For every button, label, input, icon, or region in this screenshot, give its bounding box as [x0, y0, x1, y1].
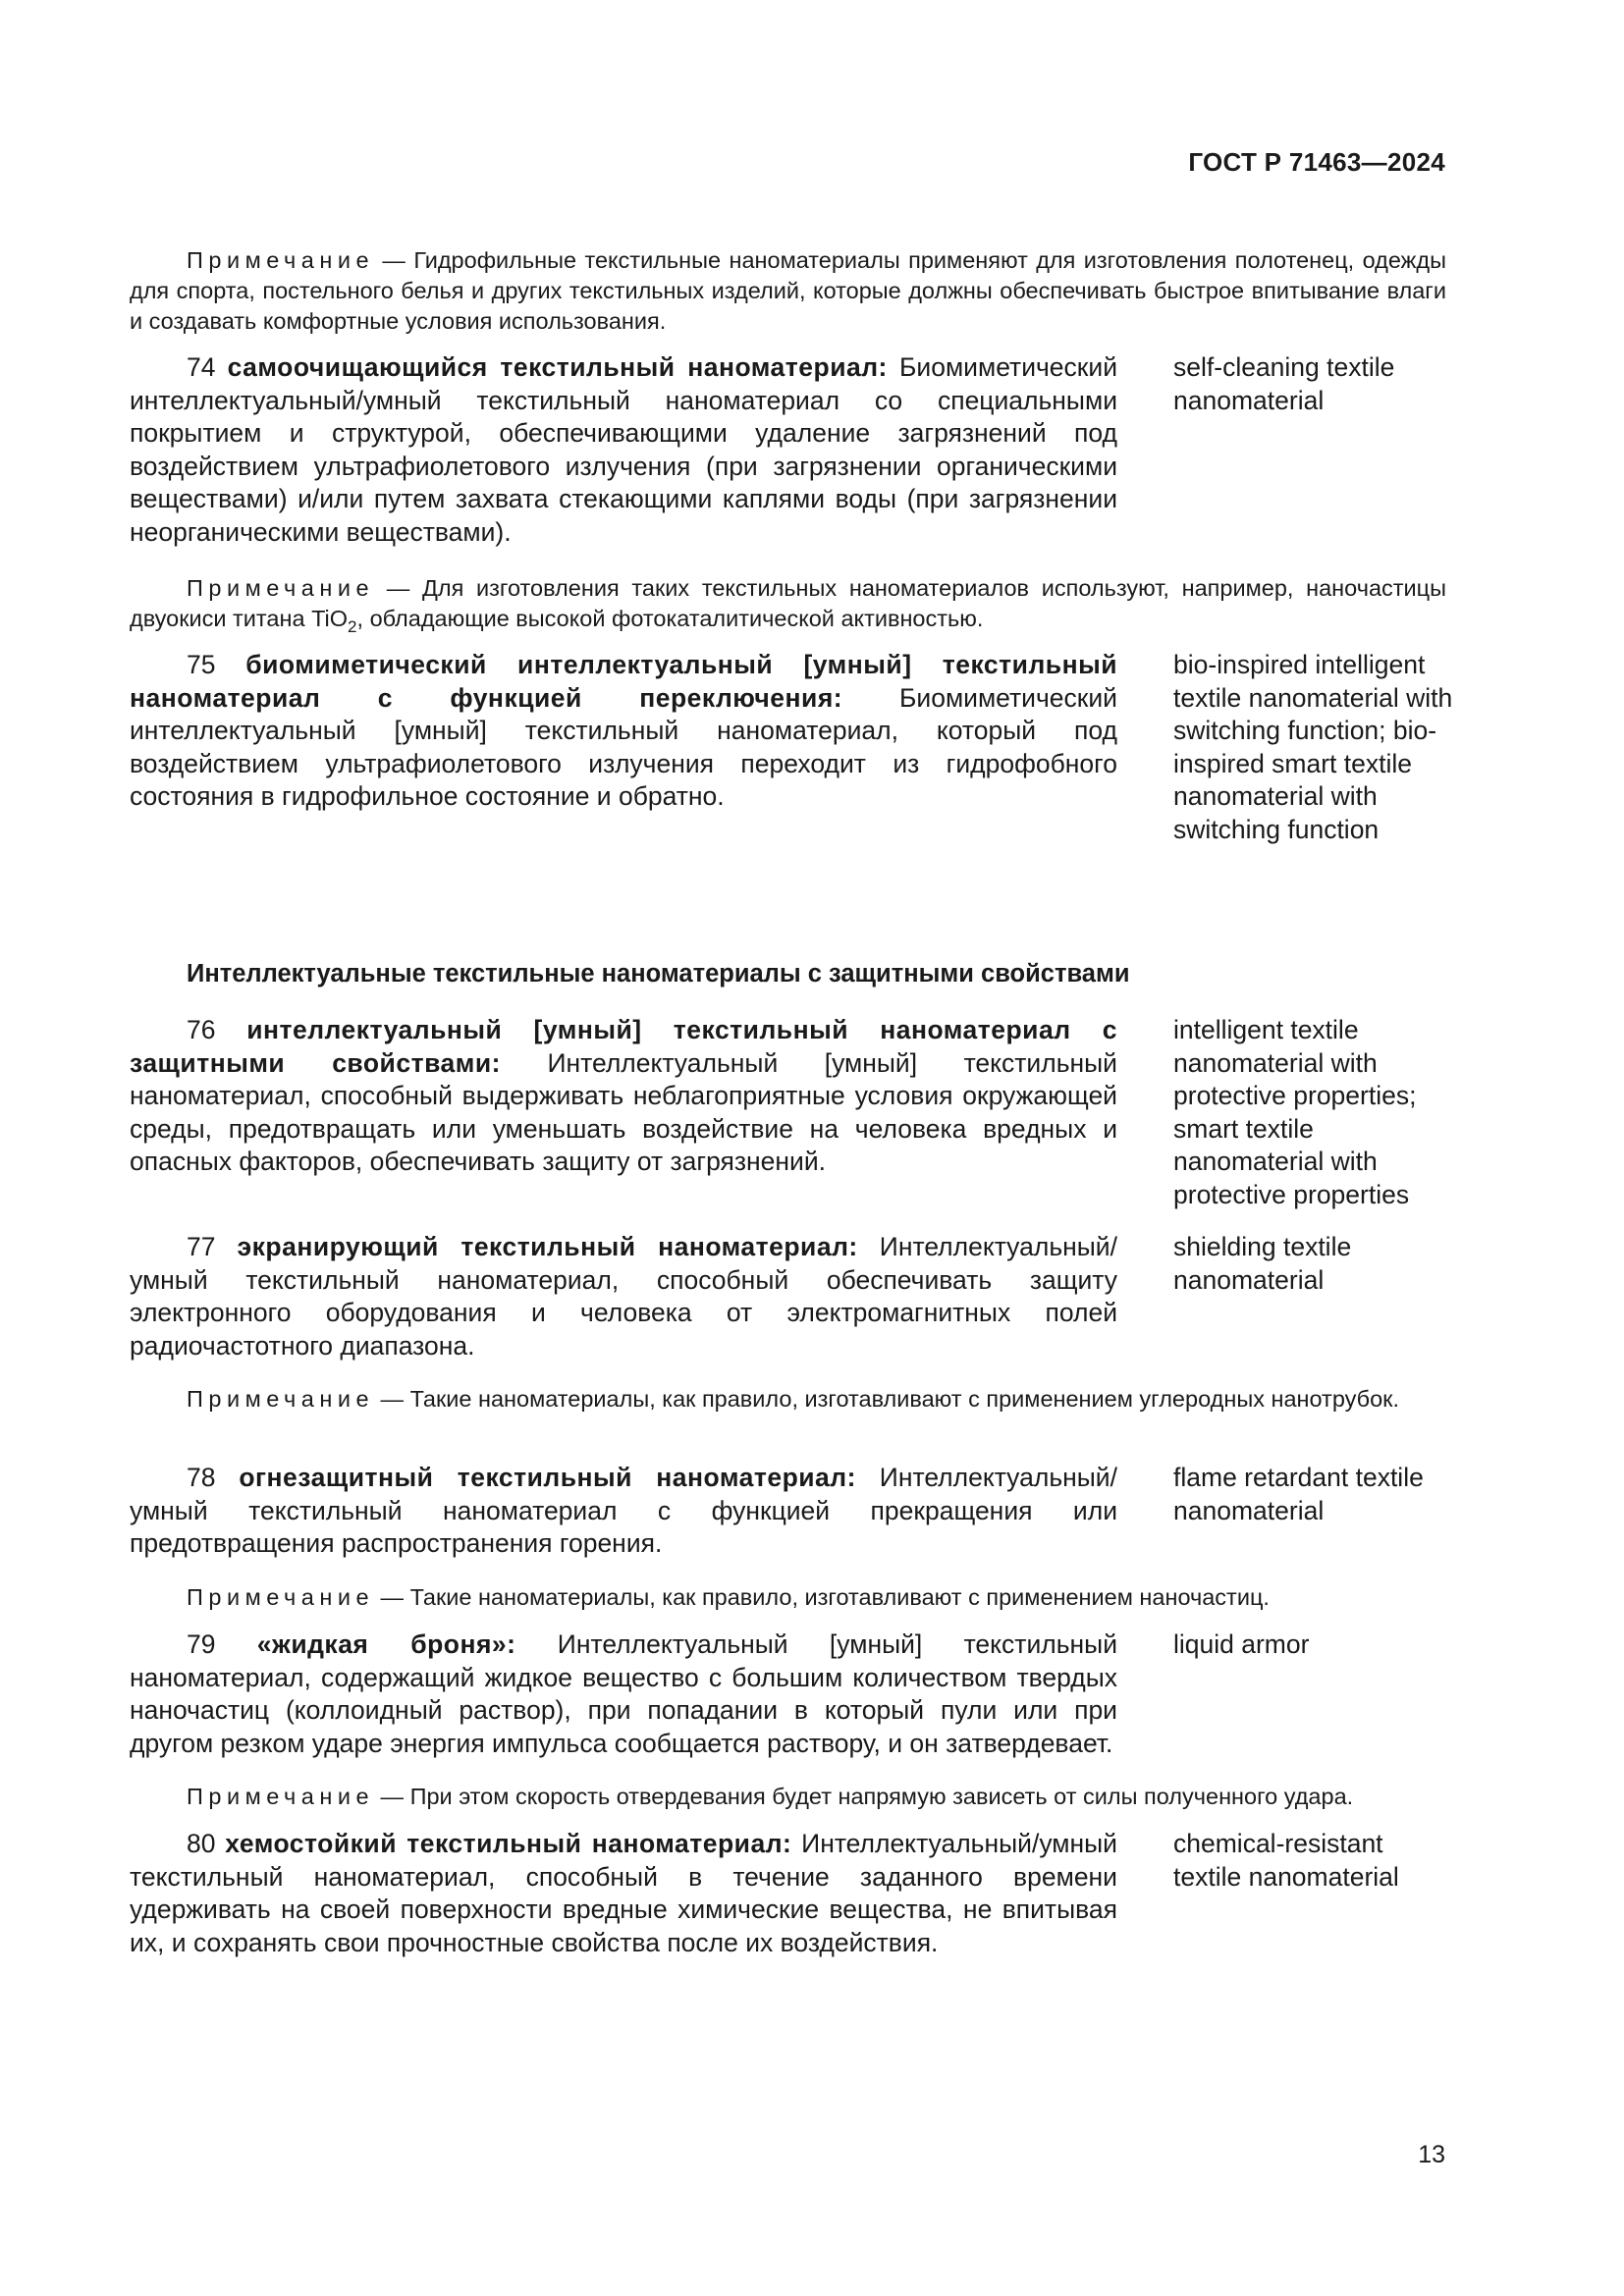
term-title: хемостойкий текстильный наноматериал:: [225, 1829, 792, 1858]
note-dash: —: [374, 1584, 410, 1610]
note-label: Примечание: [187, 575, 375, 601]
section-heading: Интеллектуальные текстильные наноматериалы с защитными свойствами: [187, 960, 1130, 988]
subscript: 2: [348, 617, 357, 636]
term-number: 75: [187, 650, 216, 679]
term-english-76: intelligent textile nanomaterial with protective properties; smart textile nanomaterial with protective properties: [1173, 1015, 1417, 1209]
term-definition: Интеллектуальный/умный текстильный наноматериал, способный обеспечивать защиту электронного оборудования и человека от электромагнитных полей радиочастотного диапазона.: [130, 1232, 1117, 1361]
note-79: [130, 1782, 1446, 1812]
term-title: самоочищающийся текстильный наноматериал:: [227, 352, 888, 382]
term-english-80: chemical-resistant textile nanomaterial: [1173, 1829, 1399, 1892]
term-title: огнезащитный текстильный наноматериал:: [239, 1463, 856, 1492]
term-definition: Биомиметический интеллектуальный [умный] текстильный наноматериал, который под воздействием ультрафиолетового излучения переходит из гидрофобного состояния в гидрофильное состояние и обратно.: [130, 682, 1117, 811]
term-entry-77: [130, 1231, 1117, 1362]
term-entry-76: [130, 1014, 1117, 1179]
note-dash: —: [374, 575, 422, 601]
note-77: [130, 1384, 1446, 1415]
term-title: интеллектуальный [умный] текстильный наноматериал с защитными свойствами:: [130, 1015, 1117, 1078]
note-label: Примечание: [187, 1386, 375, 1412]
term-title: «жидкая броня»:: [256, 1629, 516, 1659]
term-english-77: shielding textile nanomaterial: [1173, 1232, 1352, 1295]
note-text: При этом скорость отвердевания будет напрямую зависеть от силы полученного удара.: [409, 1784, 1354, 1809]
note-dash: —: [374, 1784, 410, 1809]
term-definition: Интеллектуальный [умный] текстильный наноматериал, содержащий жидкое вещество с большим количеством твердых наночастиц (коллоидный раствор), при попадании в который пули или при другом резком ударе энергия импульса сообщается раствору, и он затвердевает.: [130, 1629, 1117, 1758]
note-73: [130, 245, 1446, 337]
term-title: биомиметический интеллектуальный [умный] текстильный наноматериал с функцией переключения:: [130, 650, 1117, 713]
document-header: ГОСТ Р 71463—2024: [1188, 147, 1445, 177]
term-definition: Интеллектуальный/умный текстильный наноматериал, способный в течение заданного времени удерживать на своей поверхности вредные химические вещества, не впитывая их, и сохранять свои прочностные свойства после их воздействия.: [130, 1829, 1117, 1957]
term-title: экранирующий текстильный наноматериал:: [237, 1232, 858, 1261]
note-label: Примечание: [187, 247, 375, 273]
term-definition: Интеллектуальный/умный текстильный наноматериал с функцией прекращения или предотвращения распространения горения.: [130, 1463, 1117, 1558]
note-text: Такие наноматериалы, как правило, изготавливают с применением наночастиц.: [409, 1584, 1270, 1610]
term-entry-75: [130, 649, 1117, 814]
term-number: 79: [187, 1629, 216, 1659]
term-number: 74: [187, 352, 216, 382]
term-number: 78: [187, 1463, 216, 1492]
term-definition: Интеллектуальный [умный] текстильный наноматериал, способный выдерживать неблагоприятные условия окружающей среды, предотвращать или уменьшать воздействие на человека вредных и опасных факторов, обеспечивать защиту от загрязнений.: [130, 1047, 1117, 1176]
note-74: [130, 573, 1446, 642]
term-number: 80: [187, 1829, 216, 1858]
note-dash: —: [374, 1386, 410, 1412]
term-english-79: liquid armor: [1173, 1629, 1310, 1659]
note-dash: —: [374, 247, 414, 273]
term-english-74: self-cleaning textile nanomaterial: [1173, 352, 1395, 415]
term-definition: Биомиметический интеллектуальный/умный текстильный наноматериал со специальными покрытием и структурой, обеспечивающими удаление загрязнений под воздействием ультрафиолетового излучения (при загрязнении органическими веществами) и/или путем захвата стекающими каплями воды (при загрязнении неорганическими веществами).: [130, 352, 1117, 547]
term-entry-78: [130, 1462, 1117, 1561]
term-number: 76: [187, 1015, 216, 1044]
note-text-continued: , обладающие высокой фотокаталитической активностью.: [356, 606, 984, 631]
note-text: Для изготовления таких текстильных наноматериалов используют, например, наночастицы двуокиси титана TiO: [130, 575, 1447, 631]
note-label: Примечание: [187, 1784, 375, 1809]
term-english-78: flame retardant textile nanomaterial: [1173, 1463, 1424, 1525]
term-number: 77: [187, 1232, 216, 1261]
term-entry-74: [130, 351, 1117, 549]
note-label: Примечание: [187, 1584, 375, 1610]
page-number: 13: [1418, 2141, 1445, 2168]
term-entry-80: [130, 1828, 1117, 1959]
term-english-75: bio-inspired intelligent textile nanomaterial with switching function; bio-inspired smart textile nanomaterial with switching function: [1173, 650, 1453, 844]
note-text: Гидрофильные текстильные наноматериалы применяют для изготовления полотенец, одежды для спорта, постельного белья и других текстильных изделий, которые должны обеспечивать быстрое впитывание влаги и создавать комфортные условия использования.: [130, 247, 1446, 334]
note-78: [130, 1582, 1446, 1613]
term-entry-79: [130, 1629, 1117, 1760]
note-text: Такие наноматериалы, как правило, изготавливают с применением углеродных нанотрубок.: [409, 1386, 1399, 1412]
